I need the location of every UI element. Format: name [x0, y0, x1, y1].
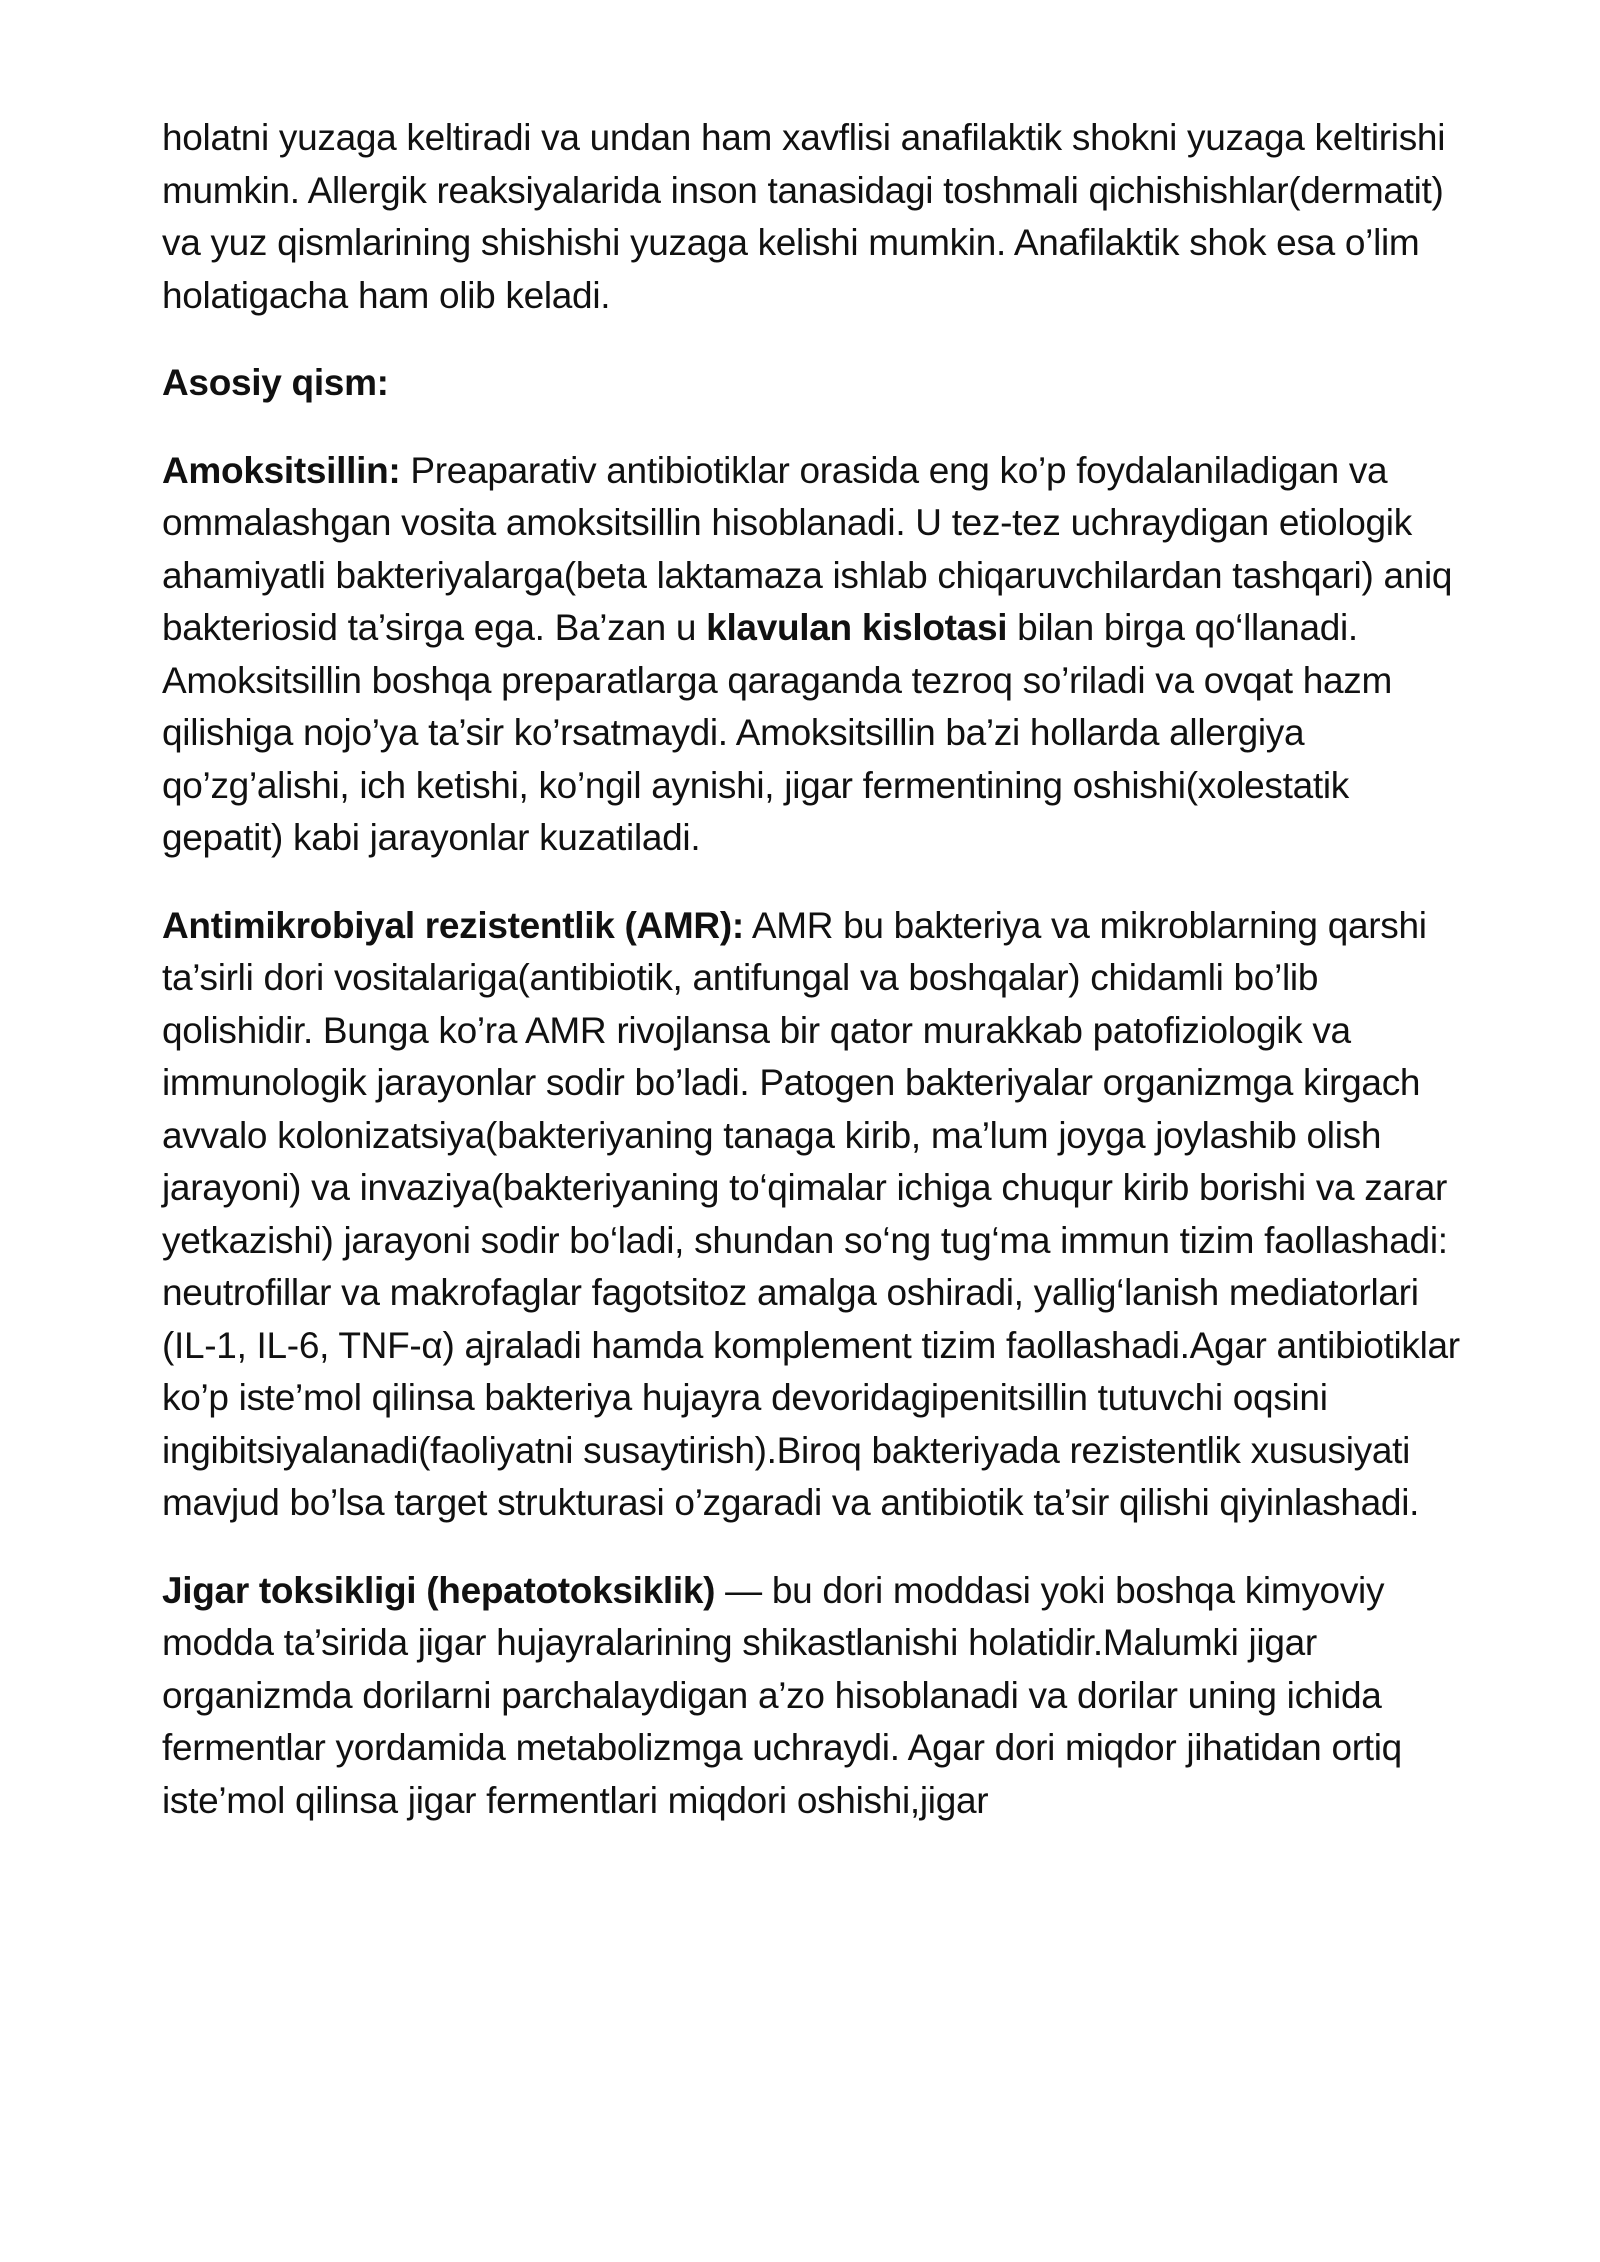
document-body [162, 112, 1462, 1862]
amoxicillin-text-part2: bilan birga qo‘llanadi. Amoksitsillin boshqa preparatlarga qaraganda tezroq so’riladi va ovqat hazm qilishiga nojo’ya ta’sir ko’rsatmaydi. Amoksitsillin ba’zi hollarda allergiya qo’zg’alishi, ich ketishi, ko’ngil aynishi, jigar fermentining oshishi(xolestatik gepatit) kabi jarayonlar kuzatiladi. [162, 607, 1393, 858]
amr-term: Antimikrobiyal rezistentlik (AMR): [162, 904, 744, 946]
amoxicillin-paragraph [162, 445, 1462, 865]
hepatotoxicity-paragraph [162, 1565, 1462, 1828]
amr-paragraph [162, 900, 1462, 1530]
clavulanic-acid-term: klavulan kislotasi [706, 607, 1008, 648]
intro-text: holatni yuzaga keltiradi va undan ham xavflisi anafilaktik shokni yuzaga keltirishi mumkin. Allergik reaksiyalarida inson tanasidagi toshmali qichishishlar(dermatit) va yuz qismlarining shishishi yuzaga kelishi mumkin. Anafilaktik shok esa o’lim holatigacha ham olib keladi. [162, 117, 1446, 316]
amoxicillin-term: Amoksitsillin: [162, 449, 401, 491]
section-heading: Asosiy qism: [162, 362, 389, 403]
amoxicillin-text-part1: Preaparativ antibiotiklar orasida eng ko’p foydalaniladigan va ommalashgan vosita amoksitsillin hisoblanadi. U tez-tez uchraydigan etiologik ahamiyatli bakteriyalarga(beta laktamaza ishlab chiqaruvchilardan tashqari) aniq bakteriosid ta’sirga ega. Ba’zan u [162, 449, 1453, 648]
intro-paragraph [162, 112, 1462, 322]
amr-text: AMR bu bakteriya va mikroblarning qarshi ta’sirli dori vositalariga(antibiotik, antifungal va boshqalar) chidamli bo’lib qolishidir. Bunga ko’ra AMR rivojlansa bir qator murakkab patofiziologik va immunologik jarayonlar sodir bo’ladi. Patogen bakteriyalar organizmga kirgach avvalo kolonizatsiya(bakteriyaning tanaga kirib, ma’lum joyga joylashib olish jarayoni) va invaziya(bakteriyaning to‘qimalar ichiga chuqur kirib borishi va zarar yetkazishi) jarayoni sodir bo‘ladi, shundan so‘ng tug‘ma immun tizim faollashadi: neutrofillar va makrofaglar fagotsitoz amalga oshiradi, yallig‘lanish mediatorlari (IL-1, IL-6, TNF-α) ajraladi hamda komplement tizim faollashadi.Agar antibiotiklar ko’p iste’mol qilinsa bakteriya hujayra devoridagipenitsillin tutuvchi oqsini ingibitsiyalanadi(faoliyatni susaytirish).Biroq bakteriyada rezistentlik xususiyati mavjud bo’lsa target strukturasi o’zgaradi va antibiotik ta’sir qilishi qiyinlashadi. [162, 904, 1460, 1523]
hepatotoxicity-term: Jigar toksikligi (hepatotoksiklik) [162, 1569, 716, 1611]
hepatotoxicity-text: — bu dori moddasi yoki boshqa kimyoviy modda ta’sirida jigar hujayralarining shikastlanishi holatidir.Malumki jigar organizmda dorilarni parchalaydigan a’zo hisoblanadi va dorilar uning ichida fermentlar yordamida metabolizmga uchraydi. Agar dori miqdor jihatidan ortiq iste’mol qilinsa jigar fermentlari miqdori oshishi,jigar [162, 1569, 1402, 1821]
